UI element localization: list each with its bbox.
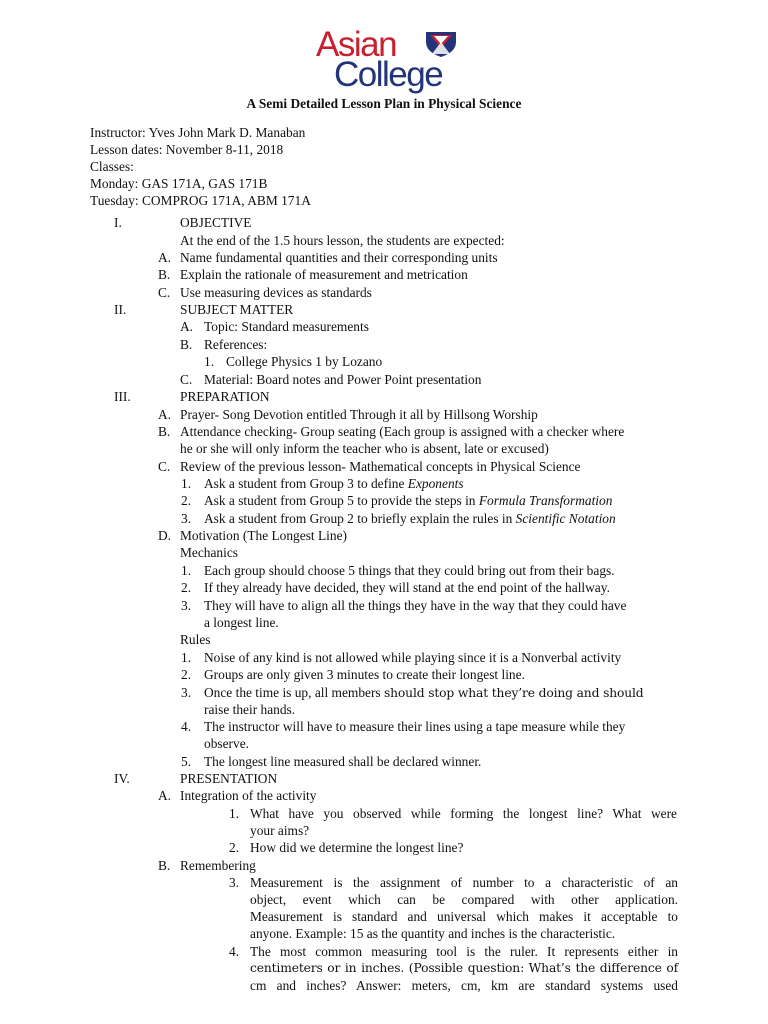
presentation-a: Integration of the activity bbox=[180, 788, 317, 803]
prep-d: Motivation (The Longest Line) bbox=[180, 528, 347, 543]
rules-1: Noise of any kind is not allowed while playing since it is a Nonverbal activity bbox=[204, 650, 622, 665]
prep-b-line1: Attendance checking- Group seating (Each group is assigned with a checker where bbox=[180, 424, 625, 439]
prep-c-1: Ask a student from Group 3 to define Exponents bbox=[204, 476, 464, 491]
list-marker: A. bbox=[180, 319, 194, 334]
list-marker: 4. bbox=[229, 944, 240, 959]
list-marker: B. bbox=[158, 424, 171, 439]
list-marker: 3. bbox=[181, 511, 192, 526]
logo-text-asian: Asian bbox=[316, 25, 397, 64]
reference-1: College Physics 1 by Lozano bbox=[226, 354, 383, 369]
list-marker: A. bbox=[158, 407, 172, 422]
remembering-4-line3: cm and inches? Answer: meters, cm, km are standard systems used bbox=[250, 978, 678, 993]
tuesday-classes: Tuesday: COMPROG 171A, ABM 171A bbox=[90, 193, 311, 208]
list-marker: C. bbox=[158, 459, 171, 474]
rules-4-line1: The instructor will have to measure their lines using a tape measure while they bbox=[204, 719, 626, 734]
list-marker: 1. bbox=[229, 806, 240, 821]
rules-label: Rules bbox=[180, 632, 211, 647]
rules-4-line2: observe. bbox=[204, 736, 249, 751]
list-marker: 3. bbox=[229, 875, 240, 890]
prep-c-2: Ask a student from Group 5 to provide the steps in Formula Transformation bbox=[204, 493, 613, 508]
list-marker: 2. bbox=[229, 840, 240, 855]
subject-material: Material: Board notes and Power Point presentation bbox=[204, 372, 482, 387]
subject-references: References: bbox=[204, 337, 268, 352]
section-number: I. bbox=[114, 215, 122, 230]
list-marker: C. bbox=[180, 372, 193, 387]
lesson-dates-line: Lesson dates: November 8-11, 2018 bbox=[90, 142, 284, 157]
presentation-a1-line1: What have you observed while forming the longest line? What were bbox=[250, 806, 677, 821]
section-title-presentation: PRESENTATION bbox=[180, 771, 278, 786]
remembering-3-line1: Measurement is the assignment of number to a characteristic of an bbox=[250, 875, 678, 890]
prep-c: Review of the previous lesson- Mathematical concepts in Physical Science bbox=[180, 459, 581, 474]
prep-c-3: Ask a student from Group 2 to briefly explain the rules in Scientific Notation bbox=[204, 511, 616, 526]
list-marker: 3. bbox=[181, 685, 192, 700]
list-marker: 1. bbox=[181, 476, 192, 491]
rules-2: Groups are only given 3 minutes to create their longest line. bbox=[204, 667, 525, 682]
logo-shield-icon bbox=[424, 30, 458, 58]
list-marker: B. bbox=[158, 267, 171, 282]
remembering-4-line2: centimeters or in inches. (Possible question: What’s the difference of bbox=[250, 961, 678, 975]
list-marker: 1. bbox=[181, 650, 192, 665]
presentation-a2: How did we determine the longest line? bbox=[250, 840, 464, 855]
prep-a: Prayer- Song Devotion entitled Through it all by Hillsong Worship bbox=[180, 407, 538, 422]
list-marker: 2. bbox=[181, 493, 192, 508]
subject-topic: Topic: Standard measurements bbox=[204, 319, 369, 334]
instructor-line: Instructor: Yves John Mark D. Manaban bbox=[90, 125, 306, 140]
list-marker: A. bbox=[158, 250, 172, 265]
remembering-3-line3: Measurement is standard and universal which makes it acceptable to bbox=[250, 909, 678, 924]
list-marker: 4. bbox=[181, 719, 192, 734]
mechanics-label: Mechanics bbox=[180, 545, 239, 560]
mechanics-3-line2: a longest line. bbox=[204, 615, 279, 630]
section-title-subject-matter: SUBJECT MATTER bbox=[180, 302, 294, 317]
list-marker: C. bbox=[158, 285, 171, 300]
mechanics-1: Each group should choose 5 things that they could bring out from their bags. bbox=[204, 563, 615, 578]
list-marker: 2. bbox=[181, 580, 192, 595]
section-number: II. bbox=[114, 302, 127, 317]
list-marker: D. bbox=[158, 528, 172, 543]
list-marker: B. bbox=[180, 337, 193, 352]
list-marker: 5. bbox=[181, 754, 192, 769]
objective-intro: At the end of the 1.5 hours lesson, the students are expected: bbox=[180, 233, 505, 248]
mechanics-2: If they already have decided, they will stand at the end point of the hallway. bbox=[204, 580, 610, 595]
logo-text-college: College bbox=[334, 55, 443, 94]
list-marker: 3. bbox=[181, 598, 192, 613]
document-title: A Semi Detailed Lesson Plan in Physical Science bbox=[246, 96, 522, 111]
section-number: IV. bbox=[114, 771, 130, 786]
presentation-b: Remembering bbox=[180, 858, 256, 873]
asian-college-logo bbox=[314, 25, 464, 98]
list-marker: 1. bbox=[181, 563, 192, 578]
rules-3-line2: raise their hands. bbox=[204, 702, 296, 717]
prep-b-line2: he or she will only inform the teacher who is absent, late or excused) bbox=[180, 441, 549, 456]
monday-classes: Monday: GAS 171A, GAS 171B bbox=[90, 176, 268, 191]
rules-5: The longest line measured shall be declared winner. bbox=[204, 754, 482, 769]
section-title-preparation: PREPARATION bbox=[180, 389, 270, 404]
mechanics-3-line1: They will have to align all the things they have in the way that they could have bbox=[204, 598, 627, 613]
remembering-3-line4: anyone. Example: 15 as the quantity and inches is the characteristic. bbox=[250, 926, 616, 941]
objective-b: Explain the rationale of measurement and metrication bbox=[180, 267, 468, 282]
section-number: III. bbox=[114, 389, 131, 404]
section-title-objective: OBJECTIVE bbox=[180, 215, 252, 230]
list-marker: 2. bbox=[181, 667, 192, 682]
presentation-a1-line2: your aims? bbox=[250, 823, 310, 838]
remembering-4-line1: The most common measuring tool is the ruler. It represents either in bbox=[250, 944, 678, 959]
list-marker: B. bbox=[158, 858, 171, 873]
remembering-3-line2: object, event which can be compared with other application. bbox=[250, 892, 678, 907]
list-marker: 1. bbox=[204, 354, 215, 369]
list-marker: A. bbox=[158, 788, 172, 803]
objective-c: Use measuring devices as standards bbox=[180, 285, 372, 300]
objective-a: Name fundamental quantities and their corresponding units bbox=[180, 250, 498, 265]
rules-3-line1: Once the time is up, all members should stop what they’re doing and should bbox=[204, 685, 644, 700]
classes-label: Classes: bbox=[90, 159, 134, 174]
